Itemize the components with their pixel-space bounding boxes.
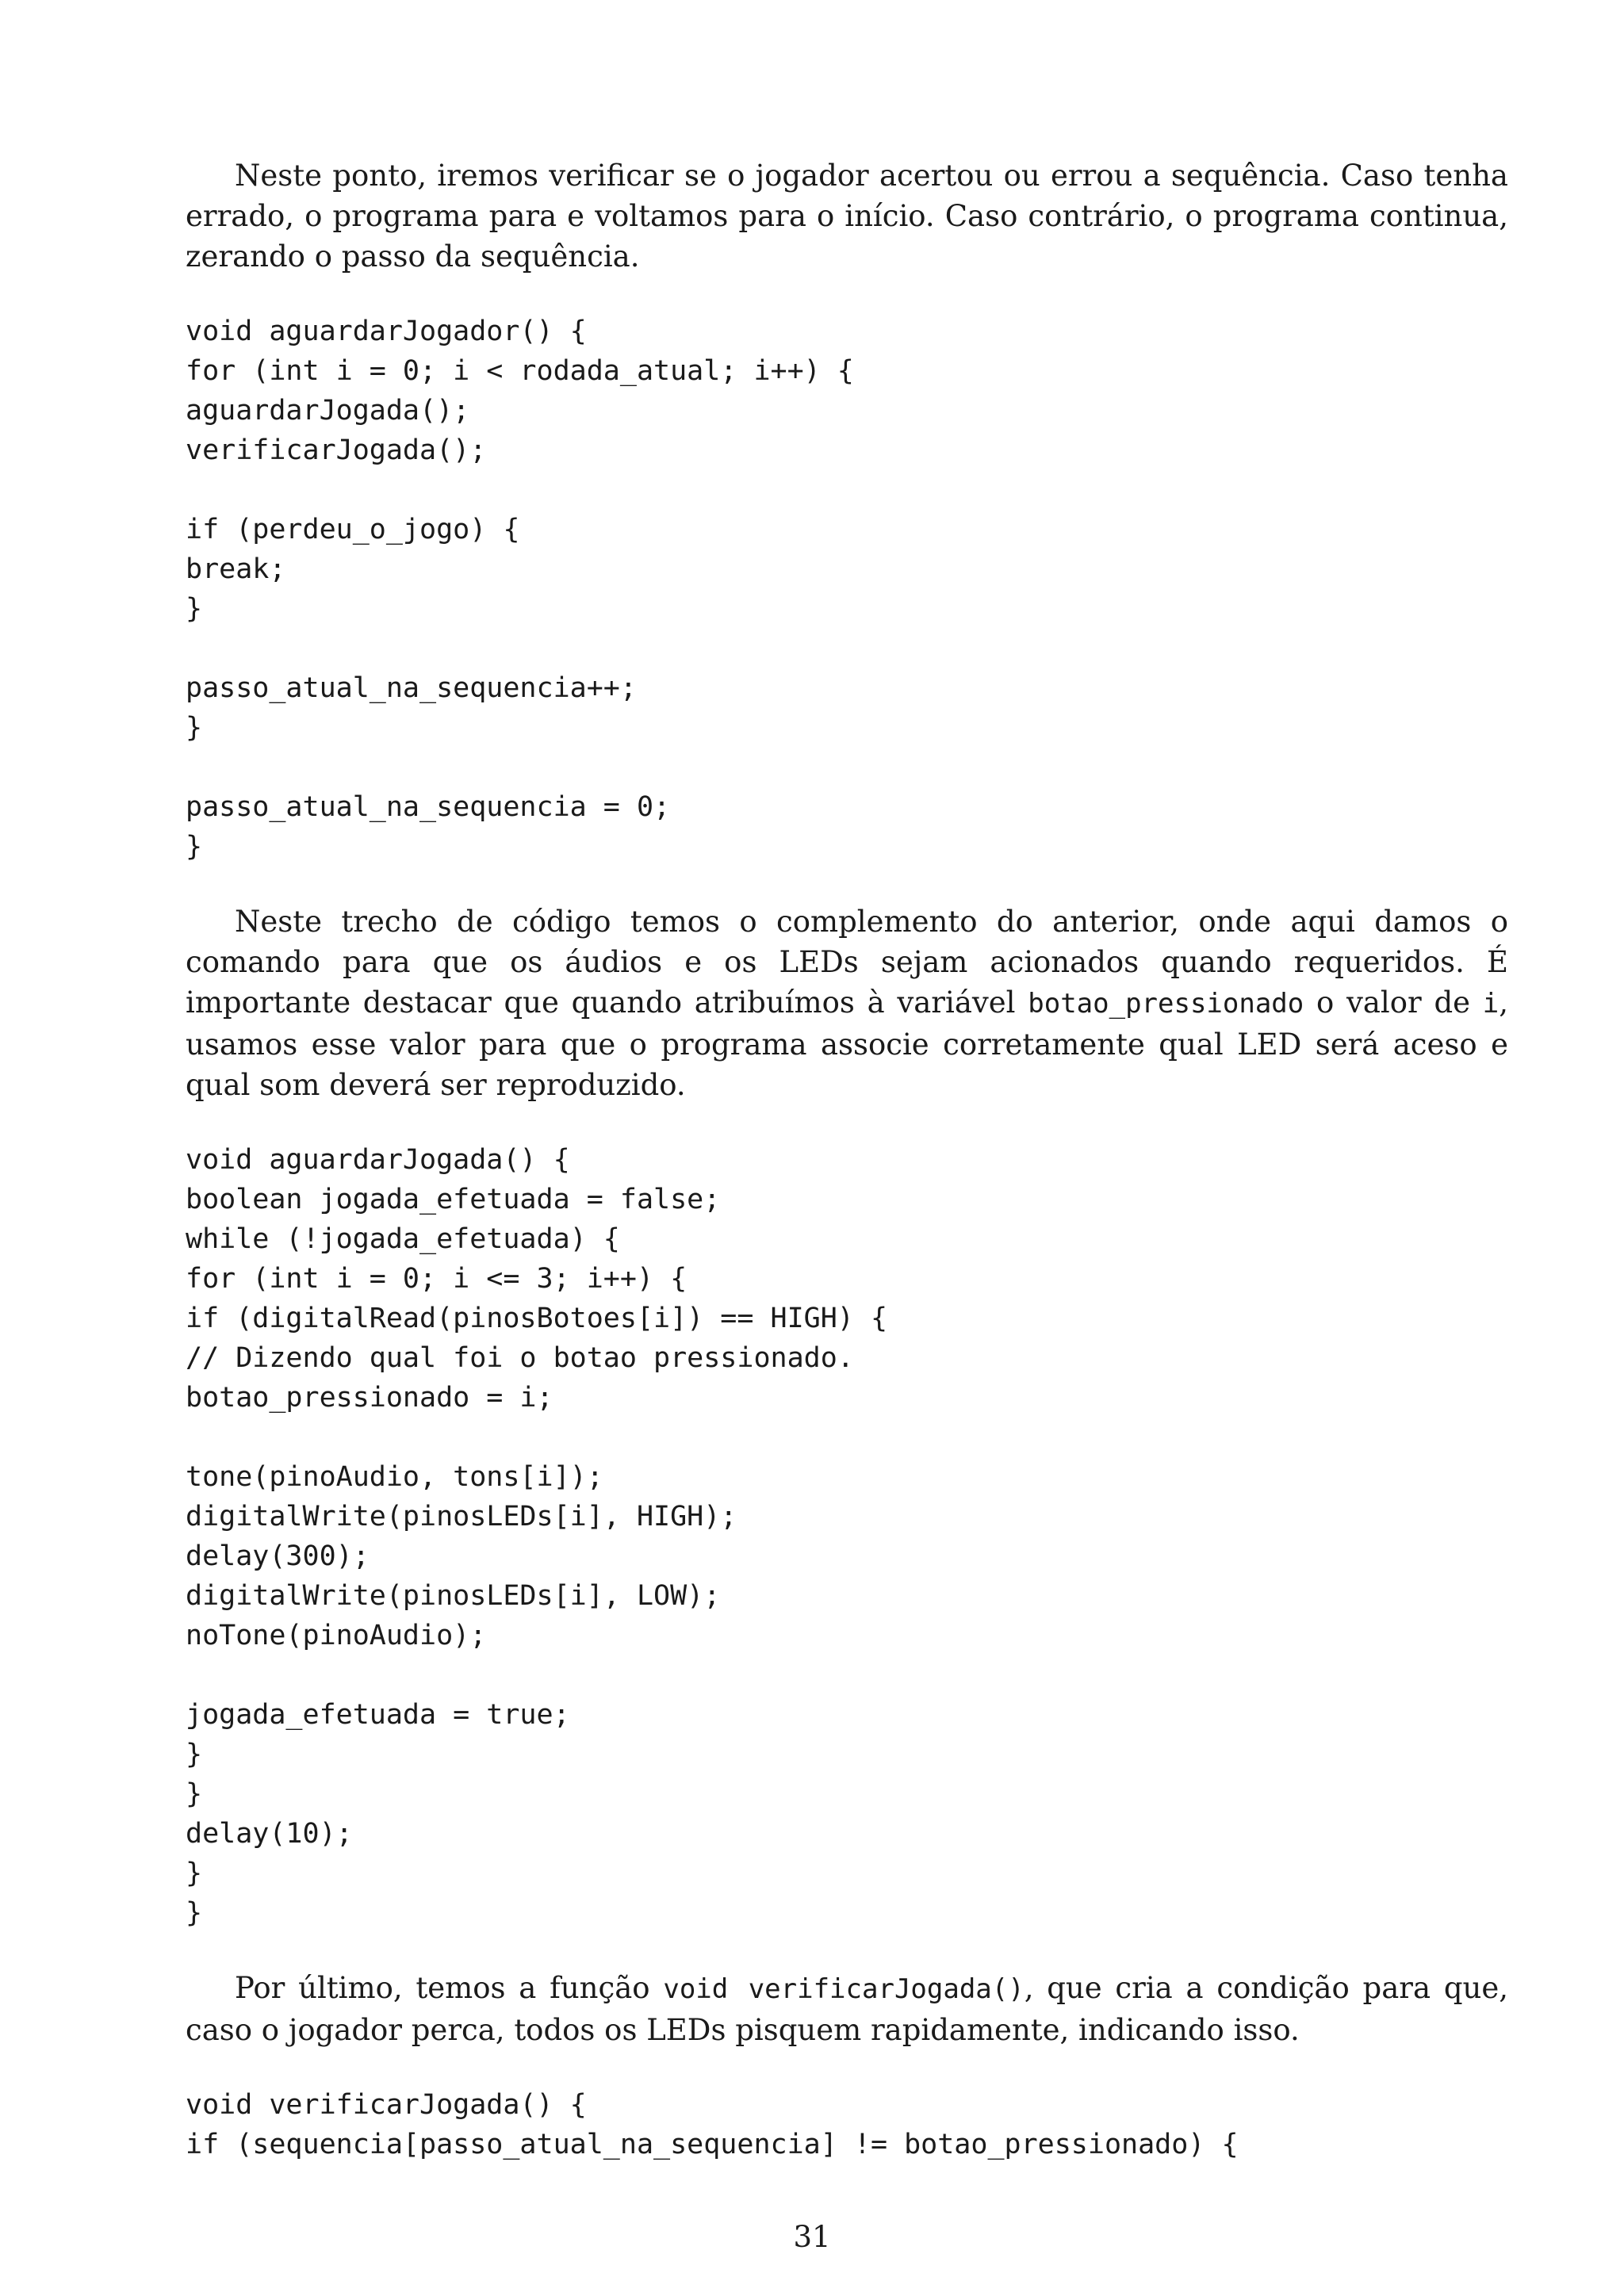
code-line: [186, 1418, 1508, 1457]
paragraph-verificar-jogada-intro: [186, 1968, 1508, 2050]
code-line: passo_atual_na_sequencia = 0;: [186, 791, 671, 823]
code-line: boolean jogada_efetuada = false;: [186, 1184, 721, 1215]
code-line: passo_atual_na_sequencia++;: [186, 672, 637, 704]
code-line: void aguardarJogador() {: [186, 316, 587, 347]
paragraph-text: Neste trecho de código temos o complemento do anterior, onde aqui damos o comando para que os áudios e os LEDs sejam acionados quando requeridos. É importante destacar que quando atribuímos à variável: [186, 905, 1508, 1020]
code-line: verificarJogada();: [186, 434, 487, 466]
code-line: void aguardarJogada() {: [186, 1144, 570, 1176]
code-line: // Dizendo qual foi o botao pressionado.: [186, 1342, 854, 1374]
code-line: }: [186, 1739, 203, 1770]
code-block-aguardar-jogador: [186, 312, 1508, 867]
document-page: [186, 155, 1508, 2164]
inline-code-verificar-jogada: void verificarJogada(): [663, 1973, 1025, 2005]
code-line: }: [186, 831, 203, 863]
page-number: 31: [793, 2220, 831, 2254]
code-line: }: [186, 1858, 203, 1889]
paragraph-text: , que cria a condição para que, caso o jogador perca, todos os LEDs pisquem rapidamente, indicando isso.: [186, 1971, 1508, 2047]
paragraph-text: Por último, temos a função: [235, 1971, 664, 2005]
code-line: delay(10);: [186, 1818, 353, 1850]
code-line: aguardarJogada();: [186, 395, 470, 427]
code-line: jogada_efetuada = true;: [186, 1699, 570, 1731]
code-line: }: [186, 593, 203, 625]
code-line: [186, 748, 1508, 787]
code-line: [186, 1655, 1508, 1695]
inline-code-botao-pressionado: botao_pressionado: [1028, 988, 1304, 1020]
paragraph-text: o valor de: [1304, 985, 1483, 1020]
inline-code-i: i: [1482, 988, 1500, 1020]
code-line: noTone(pinoAudio);: [186, 1620, 487, 1651]
code-line: if (digitalRead(pinosBotoes[i]) == HIGH) {: [186, 1303, 888, 1334]
code-line: if (sequencia[passo_atual_na_sequencia] != botao_pressionado) {: [186, 2129, 1239, 2160]
paragraph-aguardar-jogada-explanation: [186, 901, 1508, 1105]
code-line: while (!jogada_efetuada) {: [186, 1223, 620, 1255]
code-line: [186, 629, 1508, 668]
code-line: botao_pressionado = i;: [186, 1382, 553, 1414]
code-line: for (int i = 0; i <= 3; i++) {: [186, 1263, 688, 1295]
code-line: digitalWrite(pinosLEDs[i], HIGH);: [186, 1501, 737, 1533]
paragraph-text: , usamos esse valor para que o programa associe corretamente qual LED será aceso e qual som deverá ser reproduzido.: [186, 985, 1508, 1102]
code-line: void verificarJogada() {: [186, 2089, 587, 2121]
code-line: }: [186, 712, 203, 744]
code-line: tone(pinoAudio, tons[i]);: [186, 1461, 603, 1493]
code-block-aguardar-jogada: [186, 1140, 1508, 1933]
code-line: for (int i = 0; i < rodada_atual; i++) {: [186, 355, 854, 387]
code-line: if (perdeu_o_jogo) {: [186, 514, 520, 545]
code-line: }: [186, 1778, 203, 1810]
code-block-verificar-jogada: [186, 2085, 1508, 2164]
code-line: }: [186, 1897, 203, 1929]
code-line: [186, 470, 1508, 510]
code-line: break;: [186, 553, 286, 585]
code-line: digitalWrite(pinosLEDs[i], LOW);: [186, 1580, 721, 1612]
code-line: delay(300);: [186, 1540, 370, 1572]
paragraph-verification-intro: Neste ponto, iremos verificar se o jogador acertou ou errou a sequência. Caso tenha errado, o programa para e voltamos para o início. Caso contrário, o programa continua, zerando o passo da sequência.: [186, 159, 1508, 274]
